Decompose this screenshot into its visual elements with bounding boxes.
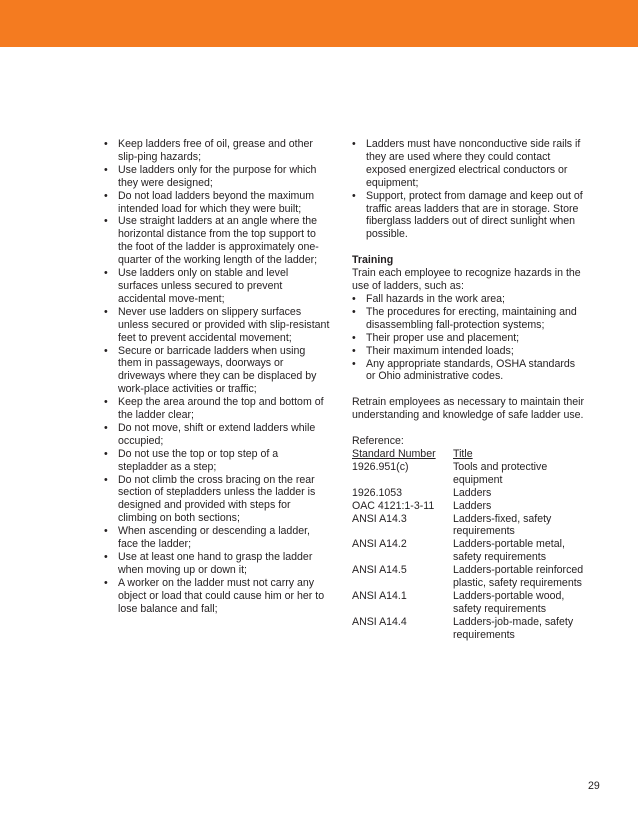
standard-number-cell: ANSI A14.2	[352, 538, 407, 551]
table-row	[352, 461, 586, 487]
list-item: • Use ladders only for the purpose for which they were designed;	[104, 163, 317, 189]
list-item: • Do not move, shift or extend ladders while occupied;	[104, 421, 316, 447]
list-item: • The procedures for erecting, maintaining and disassembling fall-protection systems;	[352, 305, 577, 331]
bullet-icon: •	[104, 396, 108, 409]
standard-number-cell: 1926.951(c)	[352, 460, 409, 473]
reference-label: Reference:	[352, 435, 404, 448]
bullet-icon: •	[352, 331, 356, 344]
list-item: • Do not climb the cross bracing on the rear section of stepladders unless the ladder is designed and provided with steps for climbing on both sections;	[104, 473, 316, 525]
bullet-icon: •	[104, 189, 108, 202]
standard-number-cell: ANSI A14.1	[352, 590, 407, 602]
table-row	[352, 513, 586, 539]
bullet-icon: •	[104, 138, 108, 150]
table-row	[352, 500, 586, 513]
title-cell: Ladders-portable metal, safety requirements	[453, 538, 565, 564]
bullet-icon: •	[352, 357, 356, 370]
standard-number-cell: ANSI A14.3	[352, 512, 407, 525]
list-item: • When ascending or descending a ladder, face the ladder;	[104, 525, 310, 551]
title-cell: Ladders-job-made, safety requirements	[453, 615, 574, 641]
list-item: • Any appropriate standards, OSHA standards or Ohio administrative codes.	[352, 357, 576, 383]
bullet-icon: •	[352, 305, 356, 318]
standard-number-cell: 1926.1053	[352, 486, 403, 499]
bullet-icon: •	[352, 138, 356, 150]
list-item: • Use straight ladders at an angle where the horizontal distance from the top support to the foot of the ladder is approximately one-quarter of the working length of the ladder;	[104, 215, 319, 267]
list-item: • Do not load ladders beyond the maximum intended load for which they were built;	[104, 189, 315, 215]
list-item: • Use ladders only on stable and level surfaces unless secured to prevent accidental move-ment;	[104, 267, 289, 305]
bullet-icon: •	[104, 447, 108, 460]
list-item: • Do not use the top or top step of a stepladder as a step;	[104, 447, 279, 473]
bullet-icon: •	[104, 163, 108, 176]
list-item: • Their proper use and placement;	[352, 331, 520, 344]
bullet-icon: •	[352, 292, 356, 305]
right-column	[352, 138, 586, 642]
bullet-icon: •	[352, 189, 356, 202]
title-cell: Tools and protective equipment	[453, 460, 548, 486]
spacer	[352, 241, 586, 254]
standard-number-cell: ANSI A14.5	[352, 564, 407, 577]
retrain-paragraph: Retrain employees as necessary to maintain their understanding and knowledge of safe ladder use.	[352, 396, 584, 422]
list-item: • Keep ladders free of oil, grease and other slip-ping hazards;	[104, 138, 313, 163]
bullet-icon: •	[104, 305, 108, 318]
title-cell: Ladders-fixed, safety requirements	[453, 512, 552, 538]
title-cell: Ladders	[453, 486, 492, 499]
title-cell: Ladders-portable wood, safety requirements	[453, 590, 565, 615]
list-item: • Their maximum intended loads;	[352, 344, 514, 357]
storage-list	[352, 138, 586, 241]
training-heading: Training	[352, 254, 394, 267]
left-column	[104, 138, 330, 616]
bullet-icon: •	[352, 344, 356, 357]
list-item: • Never use ladders on slippery surfaces unless secured or provided with slip-resistant feet to prevent accidental movement;	[104, 305, 330, 344]
training-intro: Train each employee to recognize hazards in the use of ladders, such as:	[352, 267, 581, 293]
bullet-icon: •	[104, 551, 108, 563]
list-item: • Support, protect from damage and keep out of traffic areas ladders that are in storage. Store fiberglass ladders out of direct sunlight when possible.	[352, 189, 583, 241]
spacer	[352, 383, 586, 396]
ladder-safety-list	[104, 138, 330, 616]
reference-table	[352, 448, 586, 642]
list-item: • Keep the area around the top and bottom of the ladder clear;	[104, 396, 324, 422]
bullet-icon: •	[104, 525, 108, 538]
table-row	[352, 590, 586, 616]
bullet-icon: •	[104, 267, 108, 280]
list-item: • Use at least one hand to grasp the ladder when moving up or down it;	[104, 551, 313, 576]
table-row	[352, 487, 586, 500]
bullet-icon: •	[104, 344, 108, 357]
header-color-band	[0, 0, 638, 47]
column-header-title: Title	[453, 448, 473, 461]
table-row	[352, 564, 586, 590]
list-item: • A worker on the ladder must not carry any object or load that could cause him or her to lose balance and fall;	[104, 576, 325, 615]
standard-number-cell: OAC 4121:1-3-11	[352, 499, 435, 512]
title-cell: Ladders-portable reinforced plastic, safety requirements	[453, 564, 584, 590]
list-item: • Ladders must have nonconductive side rails if they are used where they could contact exposed energized electrical conductors or equipment;	[352, 138, 581, 189]
page-number: 29	[588, 780, 600, 792]
standard-number-cell: ANSI A14.4	[352, 615, 407, 628]
bullet-icon: •	[104, 215, 108, 228]
table-header-row	[352, 448, 586, 461]
list-item: • Fall hazards in the work area;	[352, 292, 505, 305]
column-header-standard: Standard Number	[352, 448, 436, 461]
training-list	[352, 293, 586, 383]
bullet-icon: •	[104, 421, 108, 434]
table-row	[352, 616, 586, 642]
table-row	[352, 538, 586, 564]
spacer	[352, 422, 586, 435]
bullet-icon: •	[104, 576, 108, 589]
title-cell: Ladders	[453, 499, 492, 512]
bullet-icon: •	[104, 473, 108, 486]
list-item: • Secure or barricade ladders when using them in passageways, doorways or driveways where they can be displaced by work-place activities or traffic;	[104, 344, 317, 396]
